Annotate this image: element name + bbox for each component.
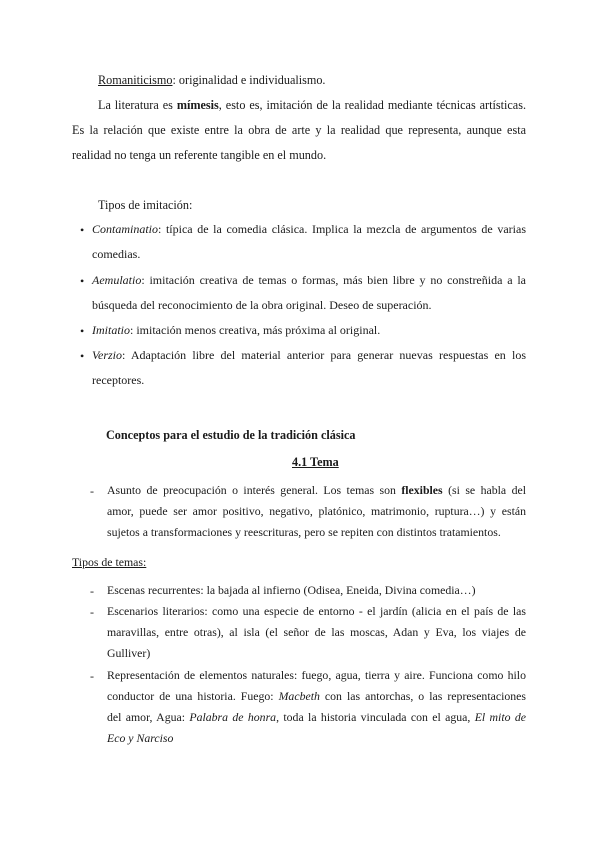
imitation-item-verzio: Verzio: Adaptación libre del material anterior para generar nuevas respuestas en los bbox=[92, 348, 526, 362]
mimesis-term: mímesis bbox=[176, 98, 219, 112]
bullet-icon: • bbox=[80, 223, 85, 237]
imitation-item-verzio-cont: receptores. bbox=[92, 373, 145, 387]
imitation-heading: Tipos de imitación: bbox=[98, 198, 193, 212]
mito-title-part1: El mito de bbox=[474, 710, 527, 724]
tipo-tema-escenas: Escenas recurrentes: la bajada al infierno (Odisea, Eneida, Divina comedia…) bbox=[107, 583, 476, 597]
section-title: 4.1 Tema bbox=[292, 455, 339, 469]
bullet-icon: • bbox=[80, 349, 85, 363]
tipo-tema-elementos-line-2: conductor de una historia. Fuego: Macbeth con las antorchas, o las representaciones bbox=[107, 689, 526, 703]
dash-bullet-icon: - bbox=[90, 584, 94, 598]
flexibles-term: flexibles bbox=[401, 483, 443, 497]
macbeth-title: Macbeth bbox=[278, 689, 320, 703]
palabra-de-honra-title: Palabra de honra bbox=[189, 710, 277, 724]
imitation-item-imitatio: Imitatio: imitación menos creativa, más próxima al original. bbox=[92, 323, 381, 337]
mimesis-line-3: realidad no tenga un referente tangible en el mundo. bbox=[72, 148, 327, 162]
concepts-heading: Conceptos para el estudio de la tradición clásica bbox=[106, 428, 356, 442]
mimesis-line-1: La literatura es mímesis, esto es, imitación de la realidad mediante técnicas artísticas. bbox=[98, 98, 526, 112]
tema-definition-line-1: Asunto de preocupación o interés general. Los temas son flexibles (si se habla del bbox=[107, 483, 526, 497]
tipo-tema-elementos-line-1: Representación de elementos naturales: fuego, agua, tierra y aire. Funciona como hilo bbox=[107, 668, 526, 682]
tipo-tema-elementos-line-4 bbox=[107, 728, 526, 749]
mito-title-part2: Eco y Narciso bbox=[107, 731, 174, 745]
tipo-tema-escenarios-line-1: Escenarios literarios: como una especie de entorno - el jardín (alicia en el país de las bbox=[107, 604, 526, 618]
imitation-item-contaminatio-cont: comedias. bbox=[92, 247, 141, 261]
romanticism-line bbox=[98, 68, 498, 93]
dash-bullet-icon: - bbox=[90, 484, 94, 498]
imitation-item-contaminatio: Contaminatio: típica de la comedia clásica. Implica la mezcla de argumentos de varias bbox=[92, 222, 526, 236]
dash-bullet-icon: - bbox=[90, 605, 94, 619]
romanticism-text: : originalidad e individualismo. bbox=[172, 73, 326, 87]
tipo-tema-elementos-line-3: del amor, Agua: Palabra de honra, toda la historia vinculada con el agua, El mito de bbox=[107, 710, 527, 724]
tipos-temas-heading: Tipos de temas: bbox=[72, 555, 147, 569]
tema-definition-line-3: sujetos a transformaciones y reescrituras, pero se repiten con distintos tratamientos. bbox=[107, 525, 501, 539]
bullet-icon: • bbox=[80, 274, 85, 288]
tipo-tema-escenarios-line-3: Gulliver) bbox=[107, 646, 151, 660]
romanticism-label: Romaniticismo bbox=[98, 73, 173, 87]
dash-bullet-icon: - bbox=[90, 669, 94, 683]
imitation-item-aemulatio-cont: búsqueda del reconocimiento de la obra original. Deseo de superación. bbox=[92, 298, 432, 312]
imitation-item-aemulatio: Aemulatio: imitación creativa de temas o formas, más bien libre y no constreñida a la bbox=[92, 273, 526, 287]
tipo-tema-escenarios-line-2: maravillas, entre otras), al isla (el señor de las moscas, Adan y Eva, los viajes de bbox=[107, 625, 526, 639]
bullet-icon: • bbox=[80, 324, 85, 338]
tema-definition-line-2: amor, puede ser amor positivo, negativo, platónico, matrimonio, ruptura…) y están bbox=[107, 504, 526, 518]
mimesis-line-2: Es la relación que existe entre la obra de arte y la realidad que representa, aunque esta bbox=[72, 123, 526, 137]
